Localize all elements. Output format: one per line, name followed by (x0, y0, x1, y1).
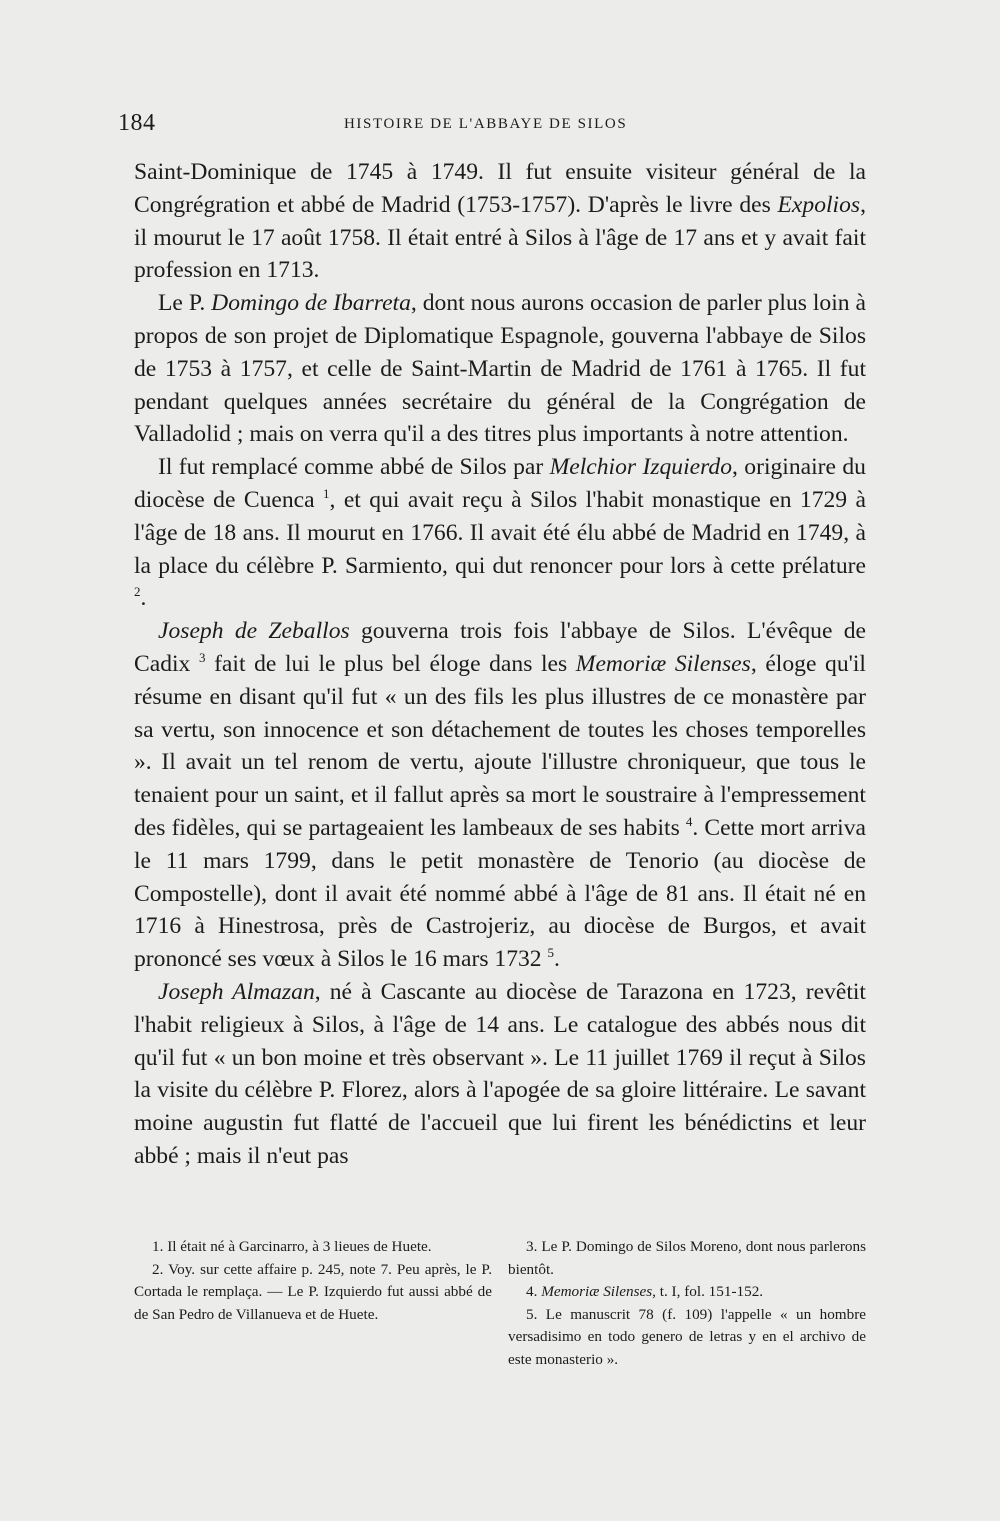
footnote-ref: 4 (685, 813, 693, 829)
footnotes-right-column (508, 1236, 866, 1371)
footnotes (134, 1236, 866, 1371)
page-header (118, 110, 878, 140)
paragraph-2 (134, 287, 866, 451)
italic-title: Memoriæ Silenses (575, 650, 751, 677)
text-run: gouverna trois fois l'abbaye de Silos. L'évêque de Cadix (134, 618, 867, 677)
text-run: , né à Cascante au diocèse de Tarazona en 1723, revêtit l'habit religieux à Silos, à l'âge de 14 ans. Le catalogue des abbés nous dit qu'il fut « un bon moine et très observant ». Le 11 juillet 1769 il reçut à Silos la visite du célèbre P. Florez, alors à l'apogée de sa gloire littéraire. Le savant moine augustin fut flatté de l'accueil que lui firent les bénédictins et leur abbé ; mais il n'eut pas (134, 978, 866, 1169)
footnote-2: 2. Voy. sur cette affaire p. 245, note 7. Peu après, le P. Cortada le remplaça. — Le P. Izquierdo fut aussi abbé de de San Pedro de Villanueva et de Huete. (134, 1260, 492, 1323)
italic-name: Domingo de Ibarreta (211, 290, 411, 317)
italic-name: Joseph de Zeballos (158, 618, 350, 645)
italic-title: Memoriæ Silenses (541, 1283, 653, 1300)
footnote-3: 3. Le P. Domingo de Silos Moreno, dont nous parlerons bientôt. (508, 1238, 866, 1278)
italic-name: Melchior Izquierdo (549, 454, 733, 481)
text-run: . (140, 585, 147, 612)
text-run: , dont nous aurons occasion de parler plus loin à propos de son projet de Diplomatique Espagnole, gouverna l'abbaye de Silos de 1753 à 1757, et celle de Saint-Martin de Madrid de 1761 à 1765. Il fut pendant quelques années secrétaire du général de la Congrégation de Valladolid ; mais on verra qu'il a des titres plus importants à notre attention. (134, 290, 866, 448)
italic-name: Joseph Almazan (158, 978, 315, 1005)
body-text (134, 156, 866, 1173)
footnote-5: 5. Le manuscrit 78 (f. 109) l'appelle « un hombre versadisimo en todo genero de letras y en el archivo de este monasterio ». (508, 1305, 866, 1368)
footnote-1: 1. Il était né à Garcinarro, à 3 lieues de Huete. (152, 1238, 432, 1255)
text-run: , t. I, fol. 151-152. (652, 1283, 764, 1300)
text-run: Il fut remplacé comme abbé de Silos par (158, 454, 550, 481)
text-run: fait de lui le plus bel éloge dans les (205, 650, 576, 677)
text-run: Saint-Dominique de 1745 à 1749. Il fut ensuite visiteur général de la Congrégration et abbé de Madrid (1753-1757). D'après le livre des (134, 159, 866, 218)
paragraph-5 (134, 976, 866, 1173)
footnote-ref: 2 (134, 584, 141, 600)
footnote-4 (508, 1281, 866, 1304)
text-run: Le P. (158, 290, 212, 317)
text-run: , il mourut le 17 août 1758. Il était entré à Silos à l'âge de 17 ans et y avait fait profession en 1713. (134, 191, 866, 284)
text-run: . (554, 946, 560, 973)
text-run: , originaire du diocèse de Cuenca (134, 454, 866, 513)
footnote-ref: 1 (323, 485, 330, 501)
text-run: 4. (526, 1283, 542, 1300)
italic-title: Expolios (777, 191, 861, 218)
text-run: , éloge qu'il résume en disant qu'il fut « un des fils les plus illustres de ce monastère par sa vertu, son innocence et son détachement de toutes les choses temporelles ». Il avait un tel renom de vertu, ajoute l'illustre chroniqueur, que tous le tenaient pour un saint, et il fallut après sa mort le soustraire à l'empressement des fidèles, qui se partageaient les lambeaux de ses habits (134, 650, 866, 841)
footnotes-left-column (134, 1236, 492, 1371)
paragraph-1 (134, 156, 866, 287)
text-run: , et qui avait reçu à Silos l'habit monastique en 1729 à l'âge de 18 ans. Il mourut en 1766. Il avait été élu abbé de Madrid en 1749, à la place du célèbre P. Sarmiento, qui dut renoncer pour lors à cette prélature (134, 486, 866, 579)
page-number: 184 (118, 110, 156, 136)
text-run: . Cette mort arriva le 11 mars 1799, dans le petit monastère de Tenorio (au diocèse de Compostelle), dont il avait été nommé abbé à l'âge de 81 ans. Il était né en 1716 à Hinestrosa, près de Castrojeriz, au diocèse de Burgos, et avait prononcé ses vœux à Silos le 16 mars 1732 (134, 814, 866, 973)
footnote-ref: 3 (198, 649, 206, 665)
running-head: HISTOIRE DE L'ABBAYE DE SILOS (344, 116, 628, 132)
paragraph-3 (134, 451, 866, 615)
paragraph-4 (134, 615, 866, 976)
footnote-ref: 5 (547, 945, 554, 961)
